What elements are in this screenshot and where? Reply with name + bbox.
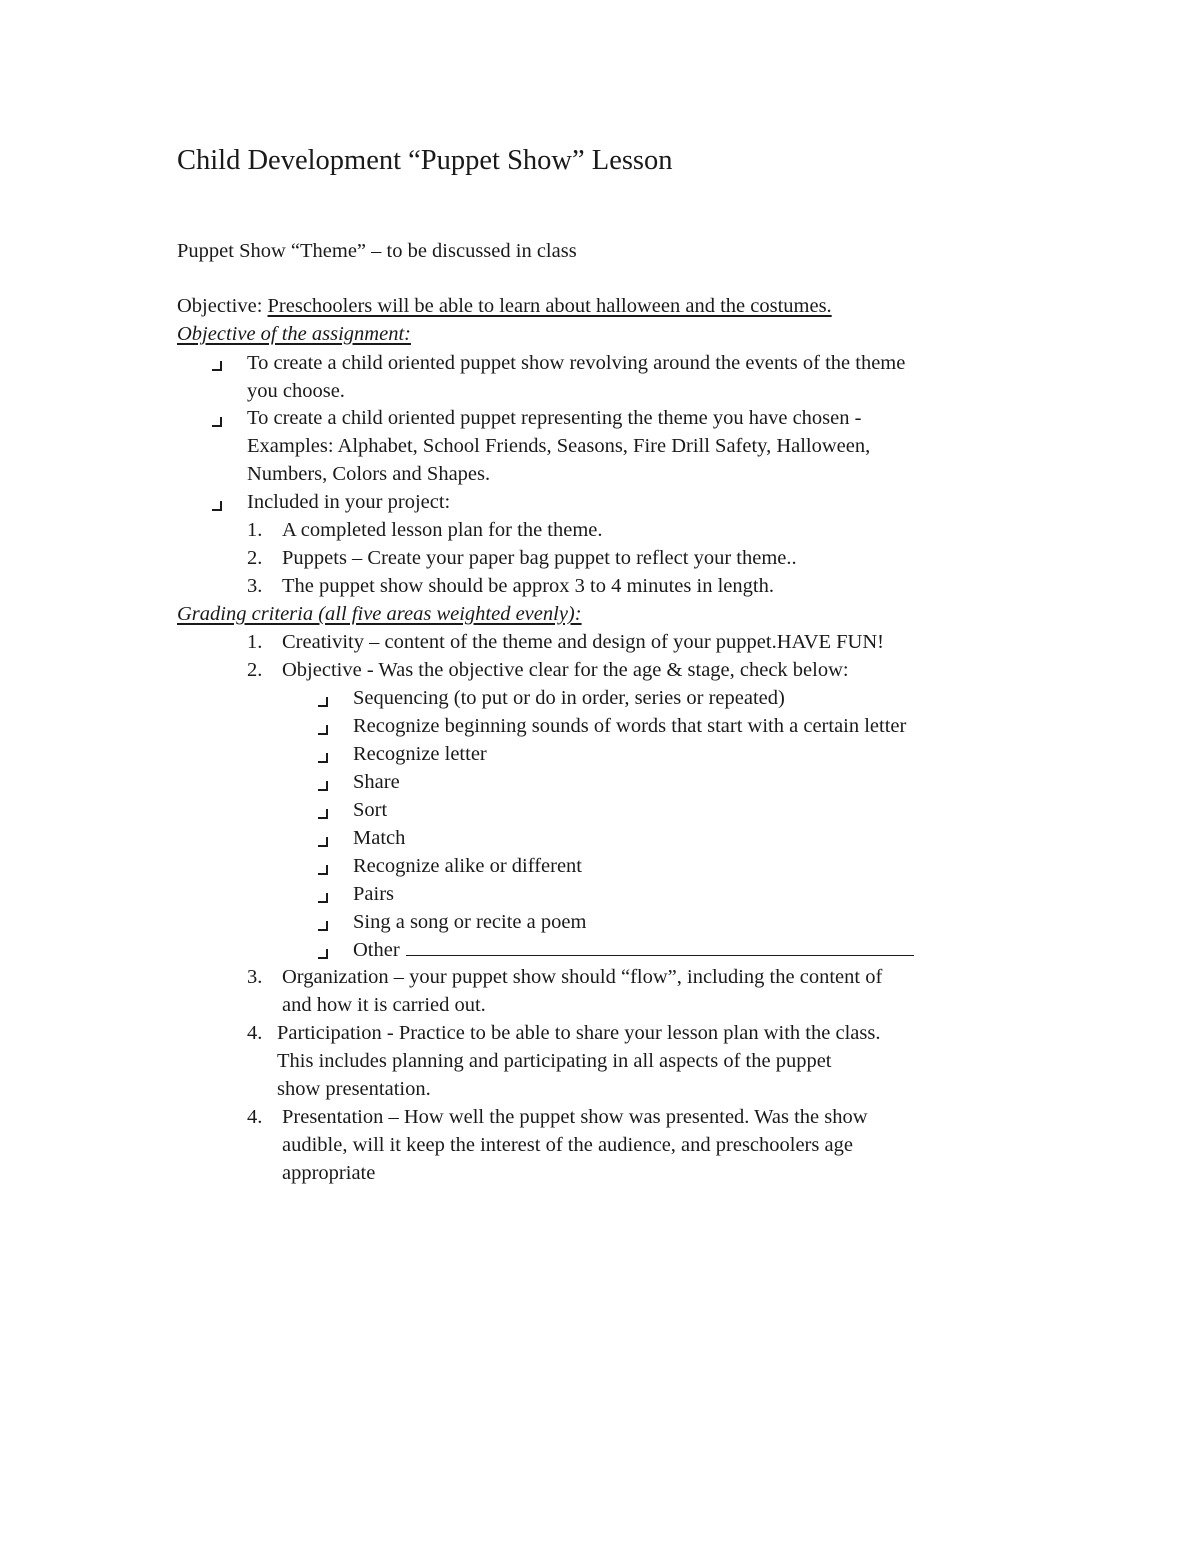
checklist-item-recognize-letter: Recognize letter (353, 743, 487, 765)
checklist-item-other (353, 937, 914, 962)
checklist-item-beginning-sounds: Recognize beginning sounds of words that start with a certain letter (353, 715, 907, 737)
grading-item-2-text: Objective - Was the objective clear for the age & stage, check below: (282, 659, 849, 681)
assignment-bullet-1-line-1: To create a child oriented puppet show revolving around the events of the theme (247, 352, 906, 374)
objective-line (177, 294, 832, 318)
checklist-item-sequencing: Sequencing (to put or do in order, series or repeated) (353, 687, 785, 709)
grading-item-1-number: 1. (247, 631, 263, 653)
assignment-bullet-3-line-1: Included in your project: (247, 491, 451, 513)
checklist-item-sing-song: Sing a song or recite a poem (353, 911, 587, 933)
checkbox-bullet-icon (318, 697, 329, 708)
theme-line: Puppet Show “Theme” – to be discussed in class (177, 240, 577, 262)
checklist-item-share: Share (353, 771, 400, 793)
assignment-bullet-2-line-3: Numbers, Colors and Shapes. (247, 463, 491, 485)
grading-item-3-number: 3. (247, 966, 263, 988)
checkbox-bullet-icon (318, 949, 329, 960)
project-item-2-text: Puppets – Create your paper bag puppet to reflect your theme.. (282, 547, 797, 569)
checkbox-bullet-icon (318, 921, 329, 932)
grading-item-3-line-2: and how it is carried out. (282, 994, 486, 1016)
assignment-heading: Objective of the assignment: (177, 323, 411, 345)
other-fill-in-blank[interactable] (406, 937, 914, 956)
checklist-item-alike-different: Recognize alike or different (353, 855, 583, 877)
checkbox-bullet-icon (318, 837, 329, 848)
grading-item-2-number: 2. (247, 659, 263, 681)
checklist-other-label: Other (353, 939, 400, 961)
assignment-bullet-1-line-2: you choose. (247, 380, 345, 402)
checkbox-bullet-icon (212, 501, 223, 512)
grading-item-5-line-1: Presentation – How well the puppet show was presented. Was the show (282, 1106, 868, 1128)
checkbox-bullet-icon (318, 753, 329, 764)
grading-item-4-line-3: show presentation. (277, 1078, 431, 1100)
grading-item-5-line-3: appropriate (282, 1162, 376, 1184)
assignment-bullet-2-line-1: To create a child oriented puppet representing the theme you have chosen - (247, 407, 862, 429)
checkbox-bullet-icon (212, 417, 223, 428)
grading-item-4-line-1: Participation - Practice to be able to share your lesson plan with the class. (277, 1022, 881, 1044)
assignment-bullet-2-line-2: Examples: Alphabet, School Friends, Seasons, Fire Drill Safety, Halloween, (247, 435, 871, 457)
grading-item-5-line-2: audible, will it keep the interest of the audience, and preschoolers age (282, 1134, 853, 1156)
project-item-3-number: 3. (247, 575, 263, 597)
checklist-item-pairs: Pairs (353, 883, 394, 905)
project-item-2-number: 2. (247, 547, 263, 569)
grading-item-1-text: Creativity – content of the theme and design of your puppet.HAVE FUN! (282, 631, 884, 653)
document-title: Child Development “Puppet Show” Lesson (177, 145, 673, 176)
checkbox-bullet-icon (318, 809, 329, 820)
grading-item-4-number: 4. (247, 1022, 263, 1044)
grading-item-5-number: 4. (247, 1106, 263, 1128)
grading-item-4-line-2: This includes planning and participating in all aspects of the puppet (277, 1050, 832, 1072)
project-item-1-text: A completed lesson plan for the theme. (282, 519, 603, 541)
grading-heading: Grading criteria (all five areas weighted evenly): (177, 603, 582, 625)
objective-label: Objective: (177, 295, 268, 317)
checkbox-bullet-icon (318, 893, 329, 904)
checkbox-bullet-icon (318, 865, 329, 876)
objective-text: Preschoolers will be able to learn about halloween and the costumes. (267, 295, 832, 317)
checkbox-bullet-icon (318, 725, 329, 736)
checklist-item-match: Match (353, 827, 406, 849)
checkbox-bullet-icon (212, 361, 223, 372)
checkbox-bullet-icon (318, 781, 329, 792)
grading-item-3-line-1: Organization – your puppet show should “flow”, including the content of (282, 966, 883, 988)
project-item-1-number: 1. (247, 519, 263, 541)
checklist-item-sort: Sort (353, 799, 388, 821)
project-item-3-text: The puppet show should be approx 3 to 4 minutes in length. (282, 575, 774, 597)
